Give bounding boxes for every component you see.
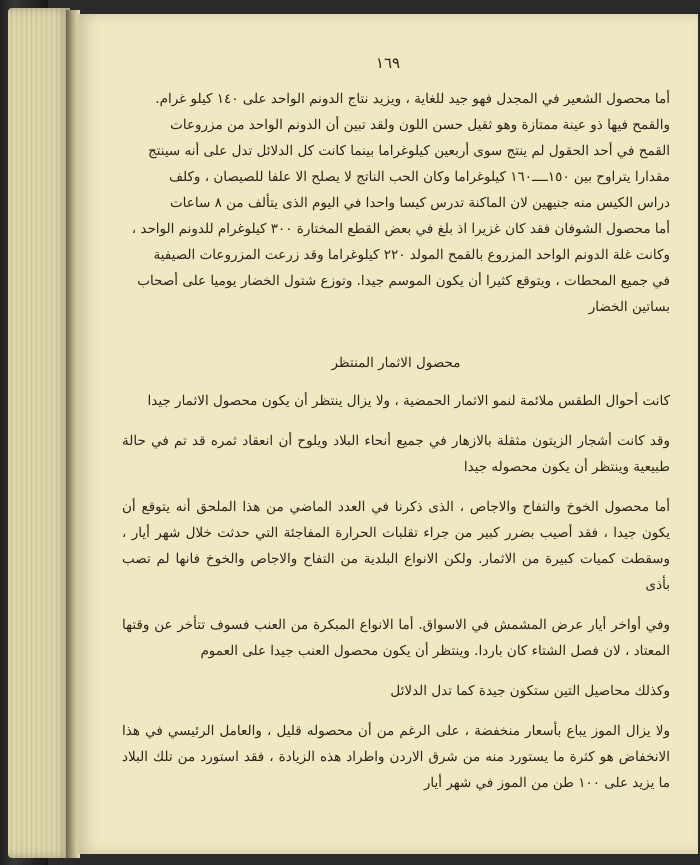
paragraph: وقد كانت أشجار الزيتون مثقلة بالازهار في جميع أنحاء البلاد ويلوح أن انعقاد ثمره قد تم في حالة طبيعية وينتظر أن يكون محصوله جيدا <box>122 433 670 475</box>
book-page <box>78 14 698 854</box>
section-heading: محصول الاثمار المنتظر <box>331 355 461 371</box>
intro-line: وكانت غلة الدونم الواحد المزروع بالقمح المولد ٢٢٠ كيلوغراما وقد زرعت المزروعات الصيفية <box>153 247 670 263</box>
intro-line: أما محصول الشعير في المجدل فهو جيد للغاية ، ويزيد نتاج الدونم الواحد على ١٤٠ كيلو غرام. <box>155 91 670 107</box>
paragraph: أما محصول الخوخ والتفاح والاجاص ، الذى ذكرنا في العدد الماضي من هذا الملحق أنه يتوقع أن يكون جيدا ، فقد أصيب بضرر كبير من جراء تقلبات الحرارة المفاجئة التي حدثت خلال شهر أيار ، وسقطت كميات كبيرة من الاثمار. ولكن الانواع البلدية من التفاح والاجاص والخوخ فانها لم تصب بأذى <box>122 499 670 593</box>
page-number: ١٦٩ <box>375 54 401 72</box>
intro-line: أما محصول الشوفان فقد كان غزيرا اذ بلغ في بعض القطع المختارة ٣٠٠ كيلوغرام للدونم الواحد ، <box>131 221 670 237</box>
paragraph: وفي أواخر أيار عرض المشمش في الاسواق. أما الانواع المبكرة من العنب فسوف تتأخر عن وقتها المعتاد ، لان فصل الشتاء كان باردا. وينتظر أن يكون محصول العنب جيدا على العموم <box>122 617 670 659</box>
paragraph: ولا يزال الموز يباع بأسعار منخفضة ، على الرغم من أن محصوله قليل ، والعامل الرئيسي في هذا الانخفاض هو كثرة ما يستورد منه من شرق الاردن واطراد هذه الزيادة ، فقد استورد من تلك البلاد ما يزيد على ١٠٠ طن من الموز في شهر أيار <box>122 723 670 791</box>
intro-line: والقمح فيها ذو عينة ممتازة وهو ثقيل حسن اللون ولقد تبين أن الدونم الواحد من مزروعات <box>170 117 670 133</box>
intro-line: بساتين الخضار <box>588 299 670 315</box>
page-edges <box>8 8 70 858</box>
intro-line: في جميع المحطات ، ويتوقع كثيرا أن يكون الموسم جيدا. وتوزع شتول الخضار يوميا على أصحاب <box>137 273 670 289</box>
page-body <box>122 86 670 810</box>
intro-line: مقدارا يتراوح بين ١٥٠ــــ١٦٠ كيلوغراما وكان الحب الناتج لا يصلح الا علفا للصيصان ، وكلف <box>169 169 670 185</box>
paragraph: وكذلك محاصيل التين ستكون جيدة كما تدل الدلائل <box>390 683 670 699</box>
intro-line: دراس الكيس منه جنيهين لان الماكنة تدرس كيسا واحدا في اليوم الذى يتألف من ٨ ساعات <box>169 195 670 211</box>
intro-line: القمح في أحد الحقول لم ينتج سوى أربعين كيلوغراما بينما كانت كل الدلائل تدل على أنه سينتج <box>147 143 670 159</box>
paragraph: كانت أحوال الطقس ملائمة لنمو الاثمار الحمضية ، ولا يزال ينتظر أن يكون محصول الاثمار جيدا <box>147 393 670 409</box>
